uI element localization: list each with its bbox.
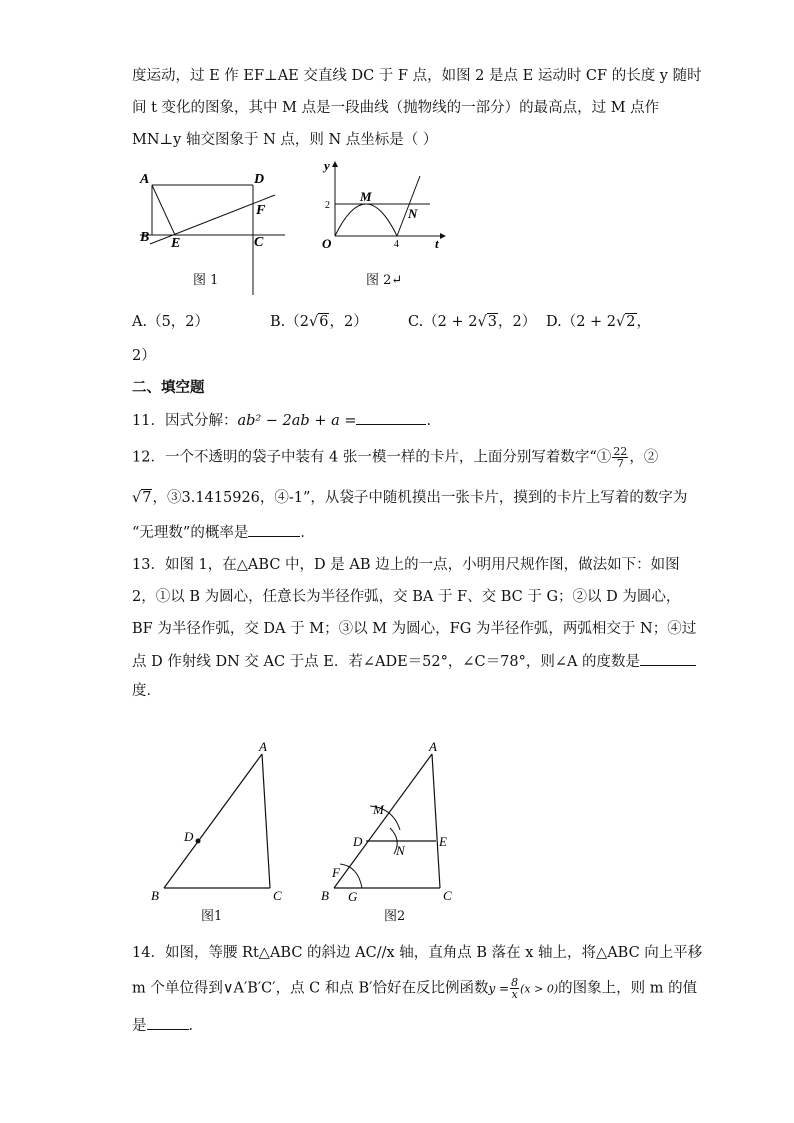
point-D — [196, 839, 201, 844]
q13-blank[interactable] — [640, 651, 696, 666]
q13-line4: 点 D 作射线 DN 交 AC 于点 E．若∠ADE＝52°，∠C＝78°，则∠A 的度数是 — [132, 651, 696, 672]
line-AB — [334, 754, 432, 888]
section-heading: 二、填空题 — [132, 380, 205, 396]
q10-line3: MN⊥y 轴交图象于 N 点，则 N 点坐标是（ ） — [132, 132, 438, 148]
label-E: E — [171, 236, 181, 251]
q13-fig1-caption: 图1 — [201, 909, 223, 924]
line-AB — [164, 754, 262, 888]
q10-option-c: C.（2 + 2√3，2） — [408, 314, 537, 330]
q10-line1: 度运动，过 E 作 EF⊥AE 交直线 DC 于 F 点，如图 2 是点 E 运动时 CF 的长度 y 随时 — [132, 68, 702, 84]
label-D: D — [254, 172, 265, 187]
q11: 11．因式分解：ab² − 2ab + a = ． — [132, 410, 441, 431]
q14-blank[interactable] — [147, 1015, 189, 1030]
q13-figure2 — [318, 738, 468, 908]
q13-line1: 13．如图 1，在△ABC 中，D 是 AB 边上的一点，小明用尺规作图，做法如下：如图 — [132, 557, 680, 573]
q13-line5: 度． — [132, 683, 161, 699]
q10-fig1-caption: 图 1 — [193, 273, 219, 288]
label-M: M — [360, 189, 372, 204]
q14-line3: 是 ． — [132, 1015, 203, 1036]
q13-figure1 — [148, 738, 298, 908]
label-D: D — [184, 829, 194, 844]
label-A: A — [259, 739, 267, 754]
q13-fig2-caption: 图2 — [384, 909, 406, 924]
q12-line3: “无理数”的概率是 ． — [132, 522, 315, 543]
q10-fig2-caption: 图 2↵ — [366, 273, 403, 288]
q13-line2: 2，①以 B 为圆心，任意长为半径作弧，交 BA 于 F、交 BC 于 G；②以 D 为圆心， — [132, 589, 681, 605]
label-D: D — [353, 834, 363, 849]
label-G: G — [348, 889, 358, 904]
fraction-22-7: $\frac{22}{7}$ — [613, 445, 628, 470]
label-A: A — [140, 172, 150, 187]
parabola-curve — [335, 204, 397, 236]
label-y: y — [324, 158, 330, 173]
label-O: O — [322, 236, 332, 251]
q14-line2: m 个单位得到∨A′B′C′，点 C 和点 B′恰好在反比例函数y = $\frac{8}{x}$ (x > 0)的图象上，则 m 的值 — [132, 976, 698, 1001]
label-C: C — [443, 888, 452, 903]
label-t: t — [435, 236, 439, 251]
q10-figure2 — [315, 158, 455, 253]
label-E: E — [439, 834, 447, 849]
label-M: M — [373, 802, 384, 817]
q13-line3: BF 为半径作弧，交 DA 于 M；③以 M 为圆心，FG 为半径作弧，两弧相交于 N；④过 — [132, 621, 697, 637]
q10-option-b: B.（2√6，2） — [270, 314, 368, 330]
q10-line2: 间 t 变化的图象，其中 M 点是一段曲线（抛物线的一部分）的最高点，过 M 点作 — [132, 100, 660, 116]
label-F: F — [332, 865, 340, 880]
line-AC — [262, 754, 270, 888]
label-C: C — [254, 235, 264, 250]
tick-4: 4 — [394, 239, 399, 250]
tick-2: 2 — [325, 200, 330, 211]
line-AE — [152, 185, 175, 235]
q10-option-d: D.（2 + 2√2， — [546, 314, 652, 330]
q12-blank[interactable] — [248, 522, 300, 537]
q12-line2: √7，③3.1415926，④-1”，从袋子中随机摸出一张卡片，摸到的卡片上写着的数字为 — [132, 490, 688, 506]
label-N: N — [408, 206, 418, 221]
label-N: N — [396, 843, 405, 858]
label-F: F — [256, 203, 266, 218]
q11-blank[interactable] — [356, 410, 426, 425]
line-AC — [432, 754, 440, 888]
label-B: B — [140, 230, 150, 245]
q14-line1: 14．如图，等腰 Rt△ABC 的斜边 AC//x 轴，直角点 B 落在 x 轴上，将△ABC 向上平移 — [132, 945, 703, 961]
label-C: C — [273, 888, 282, 903]
q10-option-d-cont: 2） — [132, 348, 156, 364]
label-B: B — [321, 888, 329, 903]
q10-option-a: A.（5，2） — [132, 314, 210, 330]
label-A: A — [429, 739, 437, 754]
label-B: B — [151, 888, 159, 903]
fraction-8-x: $\frac{8}{x}$ — [511, 976, 519, 1001]
q12-line1: 12．一个不透明的袋子中装有 4 张一模一样的卡片，上面分别写着数字“① $\frac{22}{7}$ ，② — [132, 445, 659, 470]
